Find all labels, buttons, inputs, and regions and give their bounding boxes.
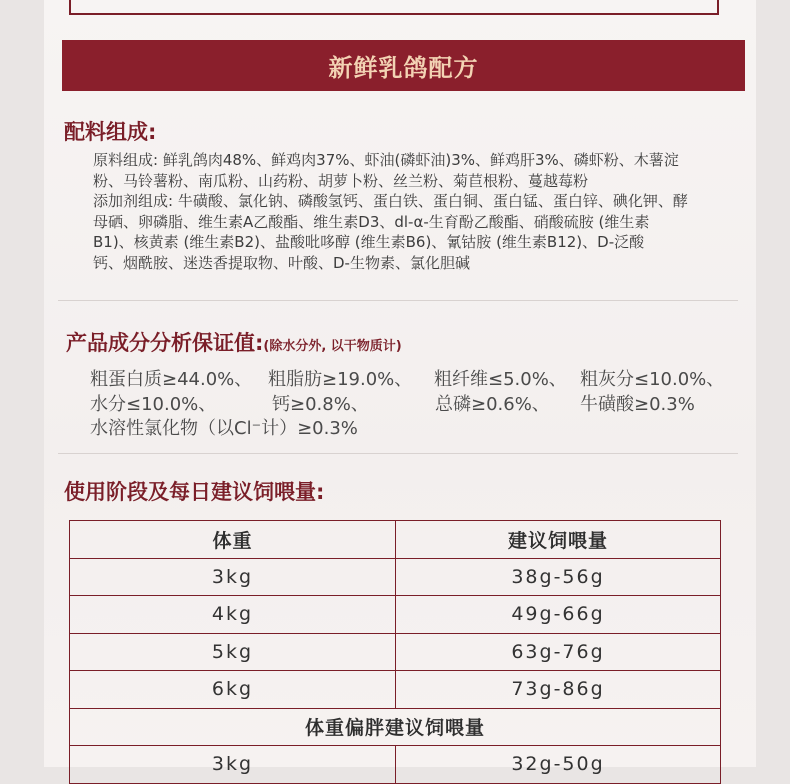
guarantee-item: 水分≤10.0%、 (90, 393, 217, 415)
guarantee-row (90, 417, 750, 442)
guarantee-item: 粗纤维≤5.0%、 (434, 369, 567, 390)
amount-cell: 49g-66g (396, 596, 721, 634)
additive-line: 钙、烟酰胺、迷迭香提取物、叶酸、D-生物素、氯化胆碱 (93, 253, 470, 272)
guarantee-item: 粗脂肪≥19.0%、 (268, 369, 413, 390)
weight-cell: 3kg (70, 558, 396, 596)
amount-cell: 73g-86g (396, 671, 721, 709)
weight-cell: 5kg (70, 633, 396, 671)
guarantee-item: 总磷≥0.6%、 (435, 393, 550, 415)
table-row (70, 746, 721, 784)
weight-column-header: 体重 (70, 521, 396, 559)
previous-section-box (69, 0, 719, 15)
additive-line: B1)、核黄素 (维生素B2)、盐酸吡哆醇 (维生素B6)、氰钴胺 (维生素B12)、D-泛酸 (93, 233, 645, 251)
weight-cell: 4kg (70, 596, 396, 634)
guarantee-heading (66, 327, 402, 357)
ingredients-heading: 配料组成: (64, 120, 157, 144)
guarantee-item: 粗蛋白质≥44.0%、 (90, 369, 253, 390)
guarantee-values (90, 368, 750, 442)
divider (58, 300, 738, 301)
weight-cell: 3kg (70, 746, 396, 784)
additive-line: 添加剂组成: 牛磺酸、氯化钠、磷酸氢钙、蛋白铁、蛋白铜、蛋白锰、蛋白锌、碘化钾、酵 (93, 192, 688, 210)
table-header-row (70, 521, 721, 559)
additive-line: 母硒、卵磷脂、维生素A乙酸酯、维生素D3、dl-α-生育酚乙酸酯、硝酸硫胺 (维生素 (93, 212, 650, 231)
formula-banner (62, 40, 745, 91)
table-row (70, 596, 721, 634)
guarantee-title: 产品成分分析保证值: (66, 331, 264, 355)
guarantee-item: 粗灰分≤10.0%、 (580, 369, 725, 390)
ingredients-text (93, 150, 713, 273)
table-row (70, 633, 721, 671)
table-row (70, 558, 721, 596)
raw-line: 原料组成: 鲜乳鸽肉48%、鲜鸡肉37%、虾油(磷虾油)3%、鲜鸡肝3%、磷虾粉、木薯淀 (93, 151, 679, 169)
feeding-heading: 使用阶段及每日建议饲喂量: (64, 480, 325, 504)
amount-cell: 38g-56g (396, 558, 721, 596)
amount-cell: 32g-50g (396, 746, 721, 784)
amount-cell: 63g-76g (396, 633, 721, 671)
raw-line: 粉、马铃薯粉、南瓜粉、山药粉、胡萝卜粉、丝兰粉、菊苣根粉、蔓越莓粉 (93, 171, 589, 190)
guarantee-item: 水溶性氯化物（以Cl⁻计）≥0.3% (90, 418, 358, 439)
overweight-heading: 体重偏胖建议饲喂量 (70, 708, 721, 746)
amount-column-header: 建议饲喂量 (396, 521, 721, 559)
guarantee-item: 牛磺酸≥0.3% (580, 393, 695, 415)
guarantee-row (90, 393, 750, 418)
table-row (70, 671, 721, 709)
overweight-header-row (70, 708, 721, 746)
guarantee-row (90, 368, 750, 393)
guarantee-note: (除水分外, 以干物质计) (263, 339, 402, 354)
guarantee-item: 钙≥0.8%、 (272, 393, 369, 415)
weight-cell: 6kg (70, 671, 396, 709)
divider (58, 453, 738, 454)
formula-title: 新鲜乳鸽配方 (328, 54, 479, 82)
feeding-table (69, 520, 721, 784)
